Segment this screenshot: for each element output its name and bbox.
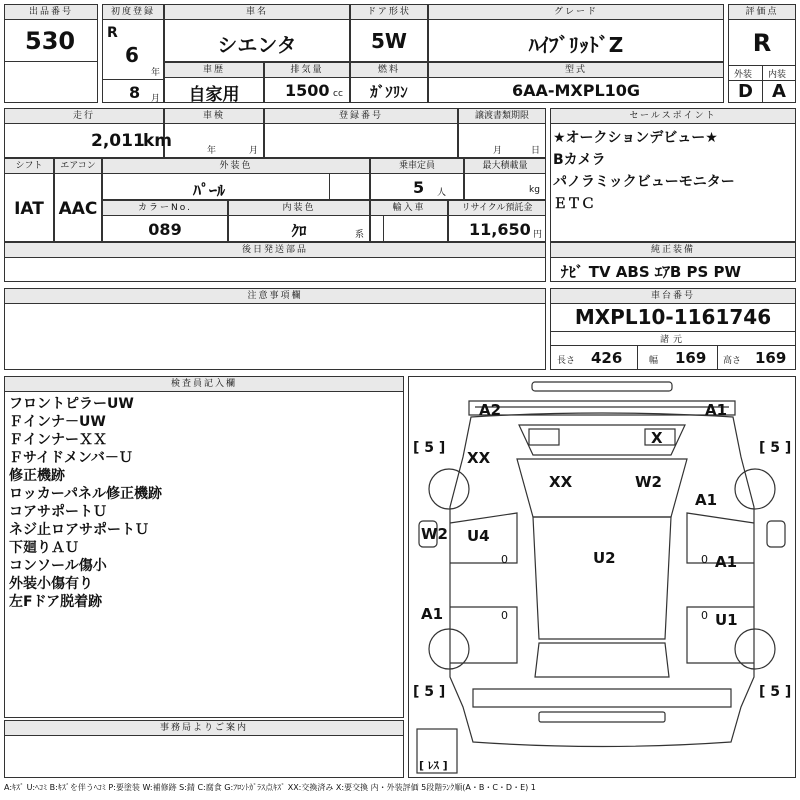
lot-number-label: 出品番号	[5, 5, 97, 20]
later-parts-label: 後日発送部品	[5, 243, 545, 258]
displacement-unit: cc	[333, 89, 343, 99]
sales-points-box	[550, 108, 796, 242]
damage-mark: W2	[635, 473, 662, 491]
office-label: 事務局よりご案内	[5, 721, 403, 736]
import-box	[370, 200, 448, 242]
tire-rr: [ 5 ]	[759, 684, 792, 700]
score: R	[752, 29, 772, 57]
transfer-day-unit: 日	[531, 146, 541, 156]
model-code: 6AA-MXPL10G	[511, 81, 641, 100]
sales-point: パノラミックビューモニター	[553, 174, 735, 190]
grade-box	[428, 4, 724, 62]
grade-label: グレード	[429, 5, 723, 20]
damage-mark: U1	[715, 611, 738, 629]
intcolor-unit: 系	[355, 230, 365, 240]
notes-label: 注意事項欄	[5, 289, 545, 304]
damage-mark: A1	[421, 605, 444, 623]
transfer-month-unit: 月	[493, 146, 503, 156]
mileage: 2,011	[91, 131, 145, 151]
first-registration-box	[102, 4, 164, 103]
month-unit: 月	[151, 94, 161, 104]
grade: ﾊｲﾌﾞﾘｯﾄﾞZ	[528, 33, 624, 57]
capacity-unit: 人	[437, 188, 447, 198]
inspector-note: Ｆサイドメンバ－Ｕ	[9, 450, 133, 466]
inspector-note: 外装小傷有り	[9, 576, 93, 592]
transfer-label: 譲渡書類期限	[459, 109, 545, 124]
intcolor-label: 内装色	[229, 201, 369, 216]
inspector-note: ＦインナーＸＸ	[9, 432, 107, 448]
recycle-fee: 11,650	[469, 220, 531, 239]
inspection-box	[164, 108, 264, 158]
damage-mark: W2	[421, 525, 448, 543]
color-number: 089	[148, 220, 182, 239]
type-box	[428, 62, 724, 103]
inspector-label: 検査員記入欄	[5, 377, 403, 392]
history: 自家用	[188, 85, 240, 105]
fuel-label: 燃料	[351, 63, 427, 78]
spare-tire: [ ﾚｽ ]	[419, 759, 448, 772]
damage-mark: A1	[715, 553, 738, 571]
damage-mark: A1	[705, 401, 728, 419]
capacity-box	[370, 158, 464, 200]
score-box	[728, 4, 796, 103]
sales-point: ★オークションデビュー★	[553, 130, 718, 146]
lot-number: 530	[25, 27, 76, 55]
color-box	[102, 158, 370, 200]
legend: A:ｷｽﾞ U:ﾍｺﾐ B:ｷｽﾞを伴うﾍｺﾐ P:要塗装 W:補修跡 S:錆 C:腐食 G:ﾌﾛﾝﾄｶﾞﾗｽ点ｷｽﾞ XX:交換済み X:要交換 内・外装評価 5段階ﾗﾝｸ順(A・B・C・D・E) 1	[4, 783, 536, 792]
year-unit: 年	[151, 68, 161, 78]
zero-mark: 0	[701, 553, 708, 566]
ac-box	[54, 158, 102, 242]
import-label: 輸入車	[371, 201, 447, 216]
inspector-note: Ｆインナ－UW	[9, 414, 106, 430]
history-box	[164, 62, 264, 103]
inspection-label: 車検	[165, 109, 263, 124]
inspector-note: コアサポートＵ	[9, 504, 107, 520]
ext-score: D	[738, 81, 753, 102]
model-label: 車名	[165, 5, 349, 20]
car-diagram	[408, 376, 796, 778]
mileage-unit: km	[143, 131, 173, 151]
sales-point: ＥＴＣ	[553, 196, 595, 212]
damage-mark: A1	[695, 491, 718, 509]
damage-mark: XX	[467, 449, 491, 467]
recycle-box	[448, 200, 546, 242]
ac-label: エアコン	[55, 159, 101, 174]
capacity: 5	[413, 178, 425, 197]
inspector-note: コンソール傷小	[9, 558, 107, 574]
equipment-items: ﾅﾋﾞ TV ABS ｴｱB PS PW	[561, 263, 742, 281]
fuel: ｶﾞｿﾘﾝ	[370, 83, 408, 101]
length-label: 長さ	[557, 356, 576, 366]
width-label: 幅	[649, 356, 659, 366]
maxload-box	[464, 158, 546, 200]
inspector-note: 下廻りＡＵ	[9, 540, 79, 556]
insp-month-unit: 月	[249, 146, 259, 156]
width: 169	[675, 349, 707, 367]
insp-year-unit: 年	[207, 146, 217, 156]
notes-box	[4, 288, 546, 370]
maxload-unit: kg	[529, 185, 540, 195]
reg-month: 8	[129, 83, 141, 102]
int-label: 内装	[768, 70, 787, 80]
zero-mark: 0	[501, 609, 508, 622]
door-type: 5W	[371, 29, 407, 53]
regno-label: 登録番号	[265, 109, 457, 124]
chassis-label: 車台番号	[551, 289, 795, 304]
recycle-label: リサイクル預託金	[449, 201, 545, 216]
color-label: 外装色	[103, 159, 369, 174]
score-label: 評価点	[729, 5, 795, 20]
capacity-label: 乗車定員	[371, 159, 463, 174]
maxload-label: 最大積載量	[465, 159, 545, 174]
ext-label: 外装	[734, 70, 753, 80]
chassis-number: MXPL10-1161746	[574, 305, 772, 329]
damage-mark: X	[651, 429, 663, 447]
displacement-label: 排気量	[265, 63, 349, 78]
ac: AAC	[58, 199, 98, 219]
height: 169	[755, 349, 787, 367]
era: R	[107, 25, 118, 41]
inspector-note: 左Fドア脱着跡	[9, 594, 103, 610]
inspector-note: ネジ止ロアサポートＵ	[9, 522, 149, 538]
inspector-box	[4, 376, 404, 718]
transfer-box	[458, 108, 546, 158]
door-label: ドア形状	[351, 5, 427, 20]
history-label: 車歴	[165, 63, 263, 78]
intcolor-box	[228, 200, 370, 242]
regno-box	[264, 108, 458, 158]
sales-points-label: セールスポイント	[551, 109, 795, 124]
tire-fl: [ 5 ]	[413, 440, 446, 456]
tire-fr: [ 5 ]	[759, 440, 792, 456]
damage-mark: XX	[549, 473, 573, 491]
spec-label: 諸元	[659, 335, 686, 345]
damage-mark: U2	[593, 549, 616, 567]
reg-year: 6	[125, 43, 139, 67]
model-box	[164, 4, 350, 62]
sales-point: Bカメラ	[553, 152, 606, 168]
later-parts-box	[4, 242, 546, 282]
int-color: ｸﾛ	[291, 222, 307, 240]
equipment-label: 純正装備	[551, 243, 795, 258]
shift-label: シフト	[5, 159, 53, 174]
displacement-box	[264, 62, 350, 103]
inspector-note: 修正機跡	[9, 468, 65, 484]
inspector-note: フロントピラーUW	[9, 396, 134, 412]
tire-rl: [ 5 ]	[413, 684, 446, 700]
zero-mark: 0	[501, 553, 508, 566]
fuel-box	[350, 62, 428, 103]
door-box	[350, 4, 428, 62]
height-label: 高さ	[723, 356, 742, 366]
lot-number-box	[4, 4, 98, 103]
ext-color: ﾊﾟｰﾙ	[193, 181, 226, 200]
displacement: 1500	[285, 81, 330, 100]
car-outline	[409, 377, 795, 777]
zero-mark: 0	[701, 609, 708, 622]
shift-box	[4, 158, 54, 242]
colorno-box	[102, 200, 228, 242]
mileage-box	[4, 108, 173, 158]
equipment-box	[550, 242, 796, 282]
first-registration-label: 初度登録	[103, 5, 163, 20]
damage-mark: U4	[467, 527, 490, 545]
chassis-box	[550, 288, 796, 370]
damage-mark: A2	[479, 401, 502, 419]
office-box	[4, 720, 404, 778]
int-score: A	[772, 81, 786, 102]
shift: IAT	[14, 199, 44, 219]
type-label: 型式	[429, 63, 723, 78]
mileage-label: 走行	[5, 109, 163, 124]
colorno-label: カラーNo.	[103, 201, 227, 216]
length: 426	[591, 349, 623, 367]
inspector-note: ロッカーパネル修正機跡	[9, 486, 163, 502]
recycle-unit: 円	[533, 230, 543, 240]
model-name: シエンタ	[217, 33, 297, 57]
